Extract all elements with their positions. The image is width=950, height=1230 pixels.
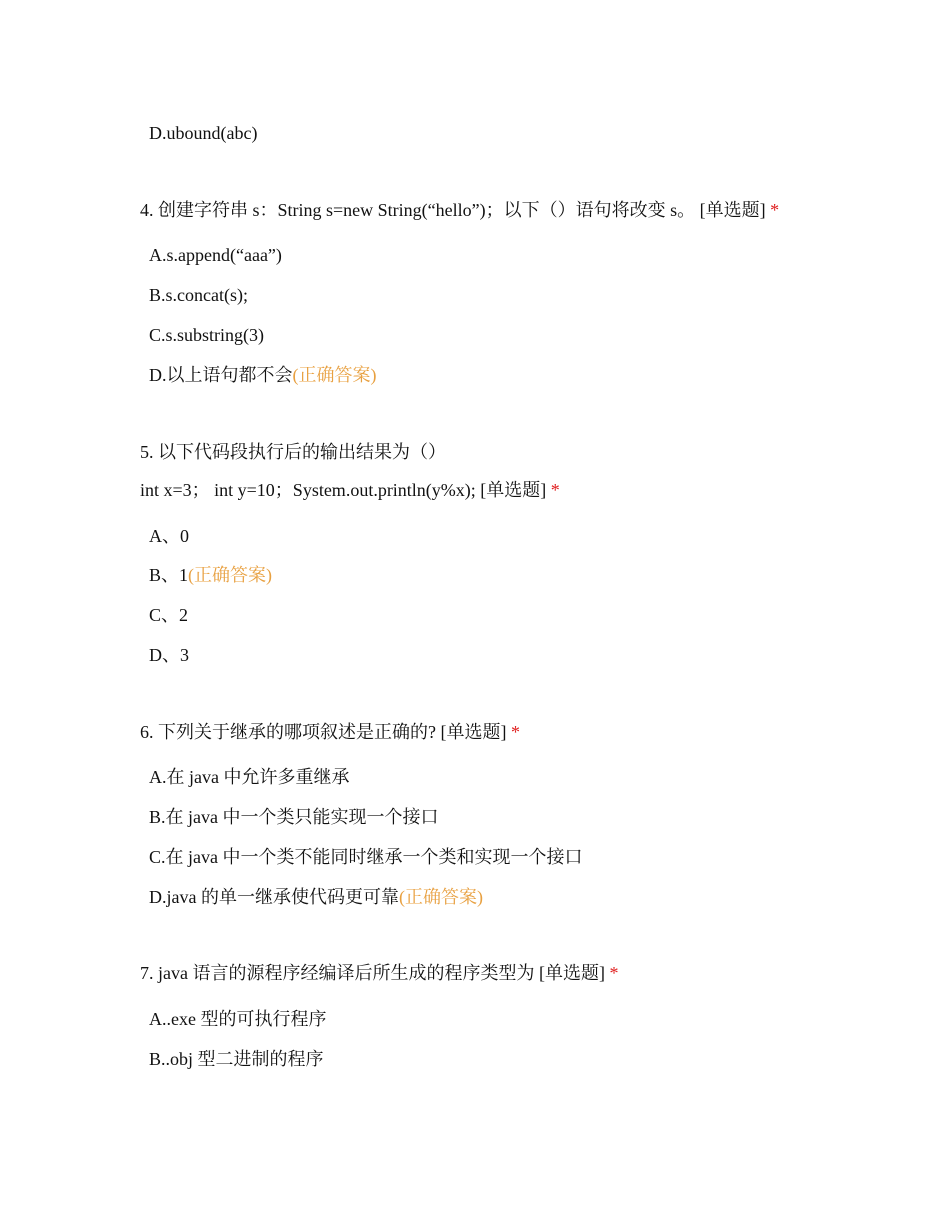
option-text: A.s.append(“aaa”) — [149, 245, 282, 265]
question-6-option-a[interactable] — [149, 765, 349, 789]
option-text: D.以上语句都不会 — [149, 365, 293, 385]
correct-answer-mark: (正确答案) — [292, 365, 377, 385]
question-4-option-a[interactable] — [149, 243, 282, 267]
question-text: 5. 以下代码段执行后的输出结果为（） — [140, 442, 446, 462]
required-mark: * — [510, 722, 520, 742]
question-5-option-a[interactable] — [149, 524, 189, 548]
question-7-title — [140, 961, 618, 985]
question-7-option-b[interactable] — [149, 1047, 324, 1071]
question-5-option-c[interactable] — [149, 603, 188, 627]
option-text: A..exe 型的可执行程序 — [149, 1009, 327, 1029]
question-6-option-b[interactable] — [149, 805, 438, 829]
question-4-option-d[interactable] — [149, 363, 377, 387]
question-5-title — [140, 440, 446, 464]
option-text: B.s.concat(s); — [149, 285, 248, 305]
option-text: B.在 java 中一个类只能实现一个接口 — [149, 807, 439, 827]
question-text: 4. 创建字符串 s：String s=new String(“hello”)；以下（）语句将改变 s。 [单选题] — [140, 200, 766, 220]
question-6-option-d[interactable] — [149, 885, 483, 909]
question-4-option-b[interactable] — [149, 283, 248, 307]
correct-answer-mark: (正确答案) — [398, 887, 483, 907]
option-text: C、2 — [149, 605, 189, 625]
correct-answer-mark: (正确答案) — [188, 565, 273, 585]
question-code-text: int x=3； int y=10；System.out.println(y%x); [单选题] — [140, 480, 547, 500]
option-text: D.ubound(abc) — [149, 123, 258, 143]
option-text: A、0 — [149, 526, 189, 546]
question-6-title — [140, 720, 520, 744]
option-text: C.s.substring(3) — [149, 325, 265, 345]
question-text: 6. 下列关于继承的哪项叙述是正确的? [单选题] — [140, 722, 507, 742]
question-5-option-b[interactable] — [149, 563, 272, 587]
question-text: 7. java 语言的源程序经编译后所生成的程序类型为 [单选题] — [140, 963, 605, 983]
question-4-option-c[interactable] — [149, 323, 264, 347]
required-mark: * — [550, 480, 560, 500]
question-4-title — [140, 198, 779, 222]
option-ubound — [149, 121, 257, 145]
option-text: D.java 的单一继承使代码更可靠 — [149, 887, 399, 907]
required-mark: * — [609, 963, 619, 983]
question-5-option-d[interactable] — [149, 643, 189, 667]
question-5-code — [140, 478, 560, 502]
option-text: A.在 java 中允许多重继承 — [149, 767, 350, 787]
question-6-option-c[interactable] — [149, 845, 582, 869]
option-text: C.在 java 中一个类不能同时继承一个类和实现一个接口 — [149, 847, 583, 867]
question-7-option-a[interactable] — [149, 1007, 326, 1031]
option-text: D、3 — [149, 645, 189, 665]
option-text: B、1 — [149, 565, 189, 585]
required-mark: * — [770, 200, 780, 220]
option-text: B..obj 型二进制的程序 — [149, 1049, 324, 1069]
